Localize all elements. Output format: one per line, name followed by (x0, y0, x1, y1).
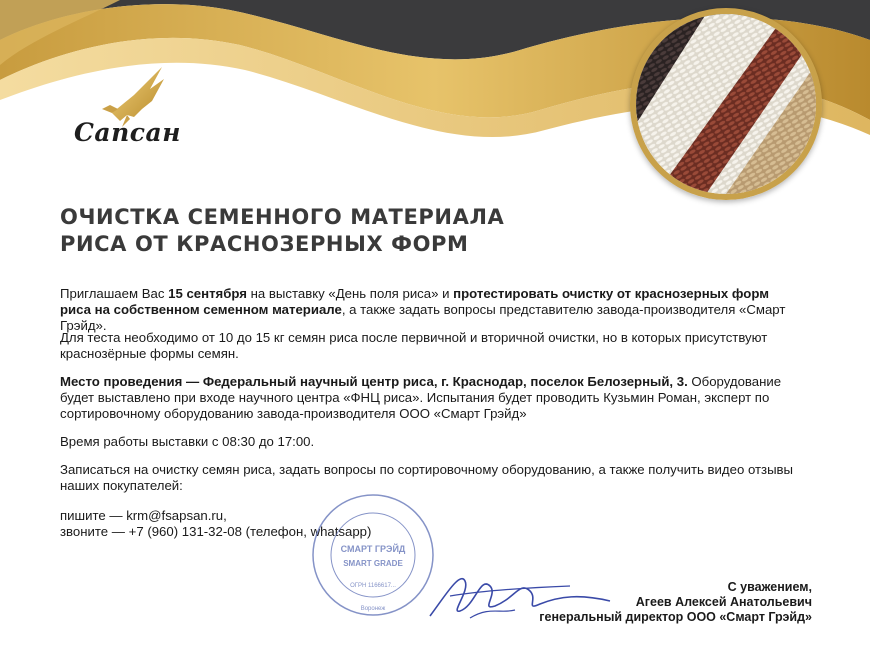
company-stamp (308, 490, 438, 620)
rice-photo (630, 8, 822, 200)
text-run: , а также задать вопросы представителю завода-производителя «Смарт Грэйд». (60, 302, 786, 333)
invitation-paragraph (60, 286, 800, 334)
stamp-center-text: СМАРТ ГРЭЙД (340, 544, 406, 554)
page-title (60, 204, 504, 258)
text-run: Оборудование будет выставлено при входе научного центра «ФНЦ риса». Испытания будет проводить Кузьмин Роман, эксперт по сортировочному оборудованию завода-производителя ООО «Смарт Грэйд» (60, 374, 782, 421)
signoff-block (539, 580, 812, 625)
signoff-position: генеральный директор ООО «Смарт Грэйд» (539, 610, 812, 624)
stamp-ogrn: ОГРН 1166617... (350, 583, 396, 589)
phone-contact: звоните — +7 (960) 131-32-08 (телефон, whatsapp) (60, 524, 372, 539)
venue-address: Место проведения — Федеральный научный центр риса, г. Краснодар, поселок Белозерный, 3. (60, 374, 688, 389)
email-contact: пишите — krm@fsapsan.ru, (60, 508, 227, 523)
test-offer: протестировать очистку от краснозерных форм риса на собственном семенном материале (60, 286, 769, 317)
venue-paragraph (60, 374, 800, 422)
requirements-paragraph: Для теста необходимо от 10 до 15 кг семян риса после первичной и вторичной очистки, но в которых присутствуют краснозёрные формы семян. (60, 330, 768, 361)
title-line-2: РИСА ОТ КРАСНОЗЕРНЫХ ФОРМ (60, 232, 469, 256)
event-date: 15 сентября (168, 286, 247, 301)
signup-paragraph: Записаться на очистку семян риса, задать вопросы по сортировочному оборудованию, а также получить видео отзывы наших покупателей: (60, 462, 794, 493)
stamp-city: Воронеж (360, 606, 386, 612)
title-line-1: ОЧИСТКА СЕМЕННОГО МАТЕРИАЛА (60, 205, 505, 229)
brand-wordmark: Сапсан (74, 118, 181, 147)
signoff-name: Агеев Алексей Анатольевич (635, 595, 812, 609)
hours-paragraph: Время работы выставки с 08:30 до 17:00. (60, 434, 315, 449)
signoff-greeting: С уважением, (727, 580, 812, 594)
text-run: на выставку «День поля риса» и (246, 286, 454, 301)
stamp-sub-text: SMART GRADE (343, 559, 403, 568)
text-run: Приглашаем Вас (60, 286, 169, 301)
